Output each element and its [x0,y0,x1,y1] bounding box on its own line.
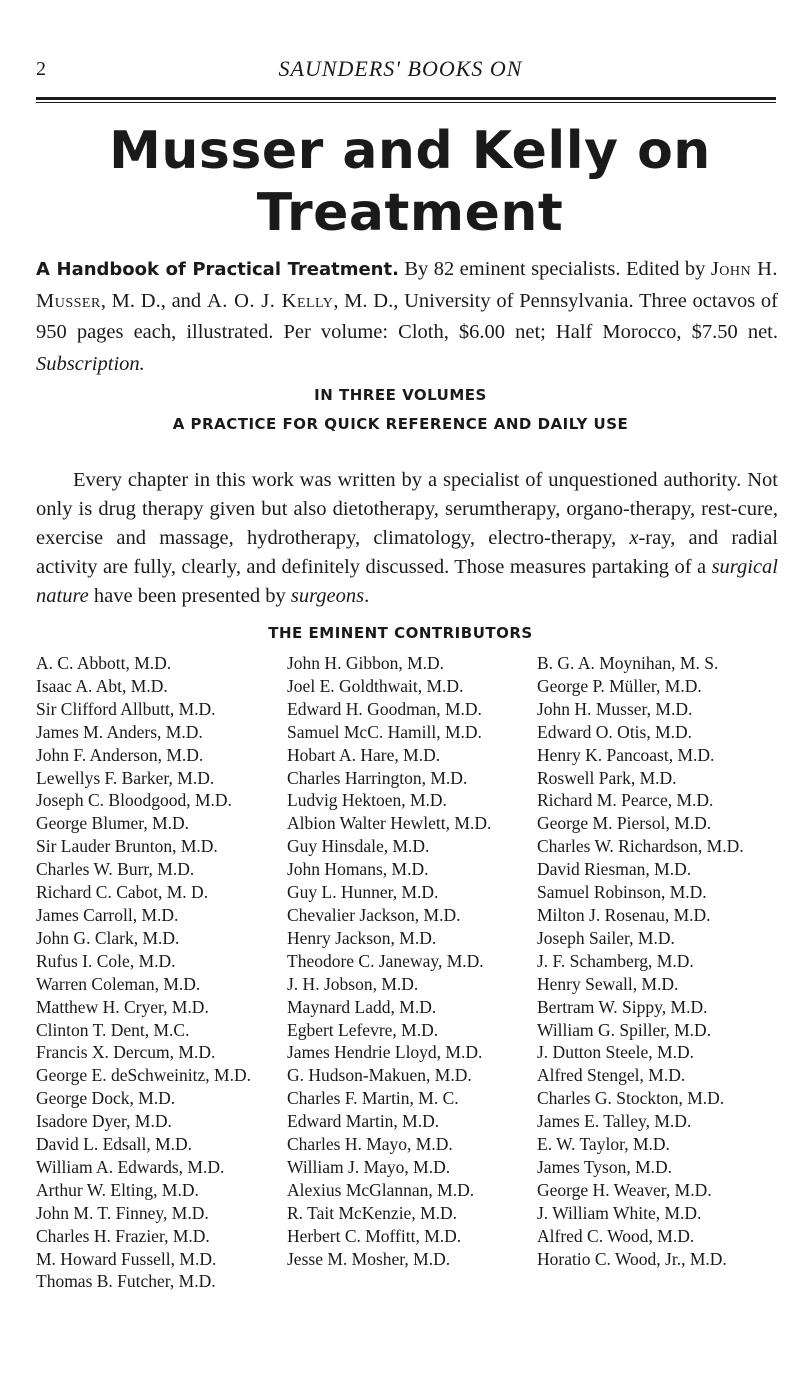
title-line-1: Musser and Kelly on [109,121,711,181]
contributor-name: George M. Piersol, M.D. [537,813,712,834]
contributor-name: Egbert Lefevre, M.D. [287,1019,439,1040]
contributor-name: Henry K. Pancoast, M.D. [537,744,715,765]
contributor-name: David Riesman, M.D. [537,859,692,880]
contributor-name: George P. Müller, M.D. [537,675,702,696]
contributor-name: James M. Anders, M.D. [36,721,203,742]
contributor-name: Guy Hinsdale, M.D. [287,836,430,857]
contributor-name: J. F. Schamberg, M.D. [537,950,694,971]
page-number: 2 [36,58,46,80]
contributor-name: Richard M. Pearce, M.D. [537,790,714,811]
xray-x: x [629,527,639,549]
surgeons: surgeons [290,585,365,607]
contributor-name: R. Tait McKenzie, M.D. [287,1202,458,1223]
description-text-2: , M. D., and [100,289,207,312]
body-paragraph [36,466,778,611]
contributor-name: James Tyson, M.D. [537,1156,673,1177]
contributor-name: Charles H. Frazier, M.D. [36,1225,210,1246]
contributor-name: William G. Spiller, M.D. [537,1019,712,1040]
contributor-name: M. Howard Fussell, M.D. [36,1248,217,1269]
contributor-name: J. William White, M.D. [537,1202,702,1223]
contributor-name: Charles W. Richardson, M.D. [537,836,744,857]
contributor-name: John Homans, M.D. [287,859,429,880]
volumes-line: IN THREE VOLUMES [314,386,487,404]
contributor-name: J. H. Jobson, M.D. [287,973,419,994]
contributor-name: Maynard Ladd, M.D. [287,996,437,1017]
contributor-name: George Blumer, M.D. [36,813,190,834]
contributor-name: Edward Martin, M.D. [287,1111,440,1132]
contributor-name: John G. Clark, M.D. [36,927,180,948]
contributor-name: Charles W. Burr, M.D. [36,859,195,880]
contributor-name: J. Dutton Steele, M.D. [537,1042,695,1063]
contributor-name: Edward H. Goodman, M.D. [287,698,482,719]
contributor-name: John H. Musser, M.D. [537,698,693,719]
contributor-name: Theodore C. Janeway, M.D. [287,950,484,971]
subscription-note: Subscription. [36,352,145,375]
contributor-name: Lewellys F. Barker, M.D. [36,767,215,788]
contributor-name: Isaac A. Abt, M.D. [36,675,168,696]
contributor-name: John H. Gibbon, M.D. [287,653,445,673]
contributor-name: James Hendrie Lloyd, M.D. [287,1042,483,1063]
contributor-name: William J. Mayo, M.D. [287,1156,451,1177]
contributor-name: Samuel McC. Hamill, M.D. [287,721,482,742]
contributor-name: Arthur W. Elting, M.D. [36,1179,199,1200]
contributor-name: Sir Clifford Allbutt, M.D. [36,698,216,719]
contributor-name: Matthew H. Cryer, M.D. [36,996,209,1017]
paragraph-text-4: . [364,585,370,607]
contributor-name: James Carroll, M.D. [36,904,179,925]
contributor-name: Chevalier Jackson, M.D. [287,904,461,925]
contributor-name: Henry Jackson, M.D. [287,927,437,948]
contributor-name: Clinton T. Dent, M.C. [36,1019,190,1040]
editor-name-2: A. O. J. Kelly [206,289,334,312]
contributor-name: Milton J. Rosenau, M.D. [537,904,711,925]
contributor-name: Isadore Dyer, M.D. [36,1111,172,1132]
contributors-heading: THE EMINENT CONTRIBUTORS [268,624,533,642]
contributor-name: Bertram W. Sippy, M.D. [537,996,708,1017]
paragraph-text-2: -ray, and radial activity are fully, clearly, and definitely discussed. Those measures partaking of a [36,527,779,578]
contributor-name: George H. Weaver, M.D. [537,1179,712,1200]
contributor-name: Jesse M. Mosher, M.D. [287,1248,451,1269]
title-line-2: Treatment [256,183,564,243]
header-rule-thin [36,102,776,103]
contributor-name: Alfred Stengel, M.D. [537,1065,686,1086]
surgical-nature: surgical nature [36,556,778,607]
contributor-name: Francis X. Dercum, M.D. [36,1042,216,1063]
contributor-name: Rufus I. Cole, M.D. [36,950,176,971]
contributor-name: Charles G. Stockton, M.D. [537,1088,725,1109]
book-description [36,254,778,380]
contributor-name: Horatio C. Wood, Jr., M.D. [537,1248,727,1269]
contributor-name: James E. Talley, M.D. [537,1111,692,1132]
paragraph-text-3: have been presented by [88,585,291,607]
contributor-name: A. C. Abbott, M.D. [36,653,172,673]
contributors-column-1 [36,652,251,1293]
contributor-name: Thomas B. Futcher, M.D. [36,1271,216,1292]
contributor-name: Warren Coleman, M.D. [36,973,201,994]
contributor-name: E. W. Taylor, M.D. [537,1134,670,1155]
contributor-name: Albion Walter Hewlett, M.D. [287,813,492,834]
contributor-name: Sir Lauder Brunton, M.D. [36,836,218,857]
contributor-name: B. G. A. Moynihan, M. S. [537,653,719,673]
contributor-name: Alfred C. Wood, M.D. [537,1225,695,1246]
contributor-name: Charles Harrington, M.D. [287,767,468,788]
contributor-name: David L. Edsall, M.D. [36,1134,193,1155]
contributor-name: Charles H. Mayo, M.D. [287,1134,453,1155]
header-rule-thick [36,97,776,100]
contributors-column-3 [537,652,744,1270]
contributor-name: Guy L. Hunner, M.D. [287,882,439,903]
description-lead: A Handbook of Practical Treatment. [36,259,399,280]
contributor-name: Ludvig Hektoen, M.D. [287,790,447,811]
paragraph-text-1: Every chapter in this work was written by a specialist of unquestioned authority. Not only is drug therapy given but also dietotherapy, serumtherapy, organo-therapy, rest-cure, exercise and massage, hydrotherapy, climatology, electro-therapy, [36,469,778,549]
description-text-3: , M. D., University of Pennsylvania. Three octavos of 950 pages each, illustrated. Per volume: Cloth, $6.00 net; Half Morocco, $7.50 net. [36,289,778,343]
contributor-name: Richard C. Cabot, M. D. [36,882,209,903]
contributor-name: Alexius McGlannan, M.D. [287,1179,475,1200]
contributor-name: William A. Edwards, M.D. [36,1156,225,1177]
contributor-name: Joseph C. Bloodgood, M.D. [36,790,232,811]
contributor-name: Henry Sewall, M.D. [537,973,679,994]
contributor-name: John F. Anderson, M.D. [36,744,204,765]
book-title [60,120,760,244]
contributor-name: Edward O. Otis, M.D. [537,721,693,742]
contributor-name: George E. deSchweinitz, M.D. [36,1065,251,1086]
contributor-name: John M. T. Finney, M.D. [36,1202,209,1223]
contributor-name: Roswell Park, M.D. [537,767,677,788]
editor-name-1: John H. Musser [36,258,778,312]
contributor-name: Samuel Robinson, M.D. [537,882,707,903]
contributor-name: Herbert C. Moffitt, M.D. [287,1225,462,1246]
contributor-name: G. Hudson-Makuen, M.D. [287,1065,472,1086]
practice-line: A PRACTICE FOR QUICK REFERENCE AND DAILY USE [172,415,629,433]
description-text-1: By 82 eminent specialists. Edited by [398,258,711,280]
contributor-name: Hobart A. Hare, M.D. [287,744,441,765]
running-head: SAUNDERS' BOOKS ON [278,56,523,81]
contributor-name: Joseph Sailer, M.D. [537,927,675,948]
contributor-name: Joel E. Goldthwait, M.D. [287,675,464,696]
contributors-column-2 [287,652,491,1270]
contributor-name: Charles F. Martin, M. C. [287,1088,459,1109]
contributor-name: George Dock, M.D. [36,1088,176,1109]
